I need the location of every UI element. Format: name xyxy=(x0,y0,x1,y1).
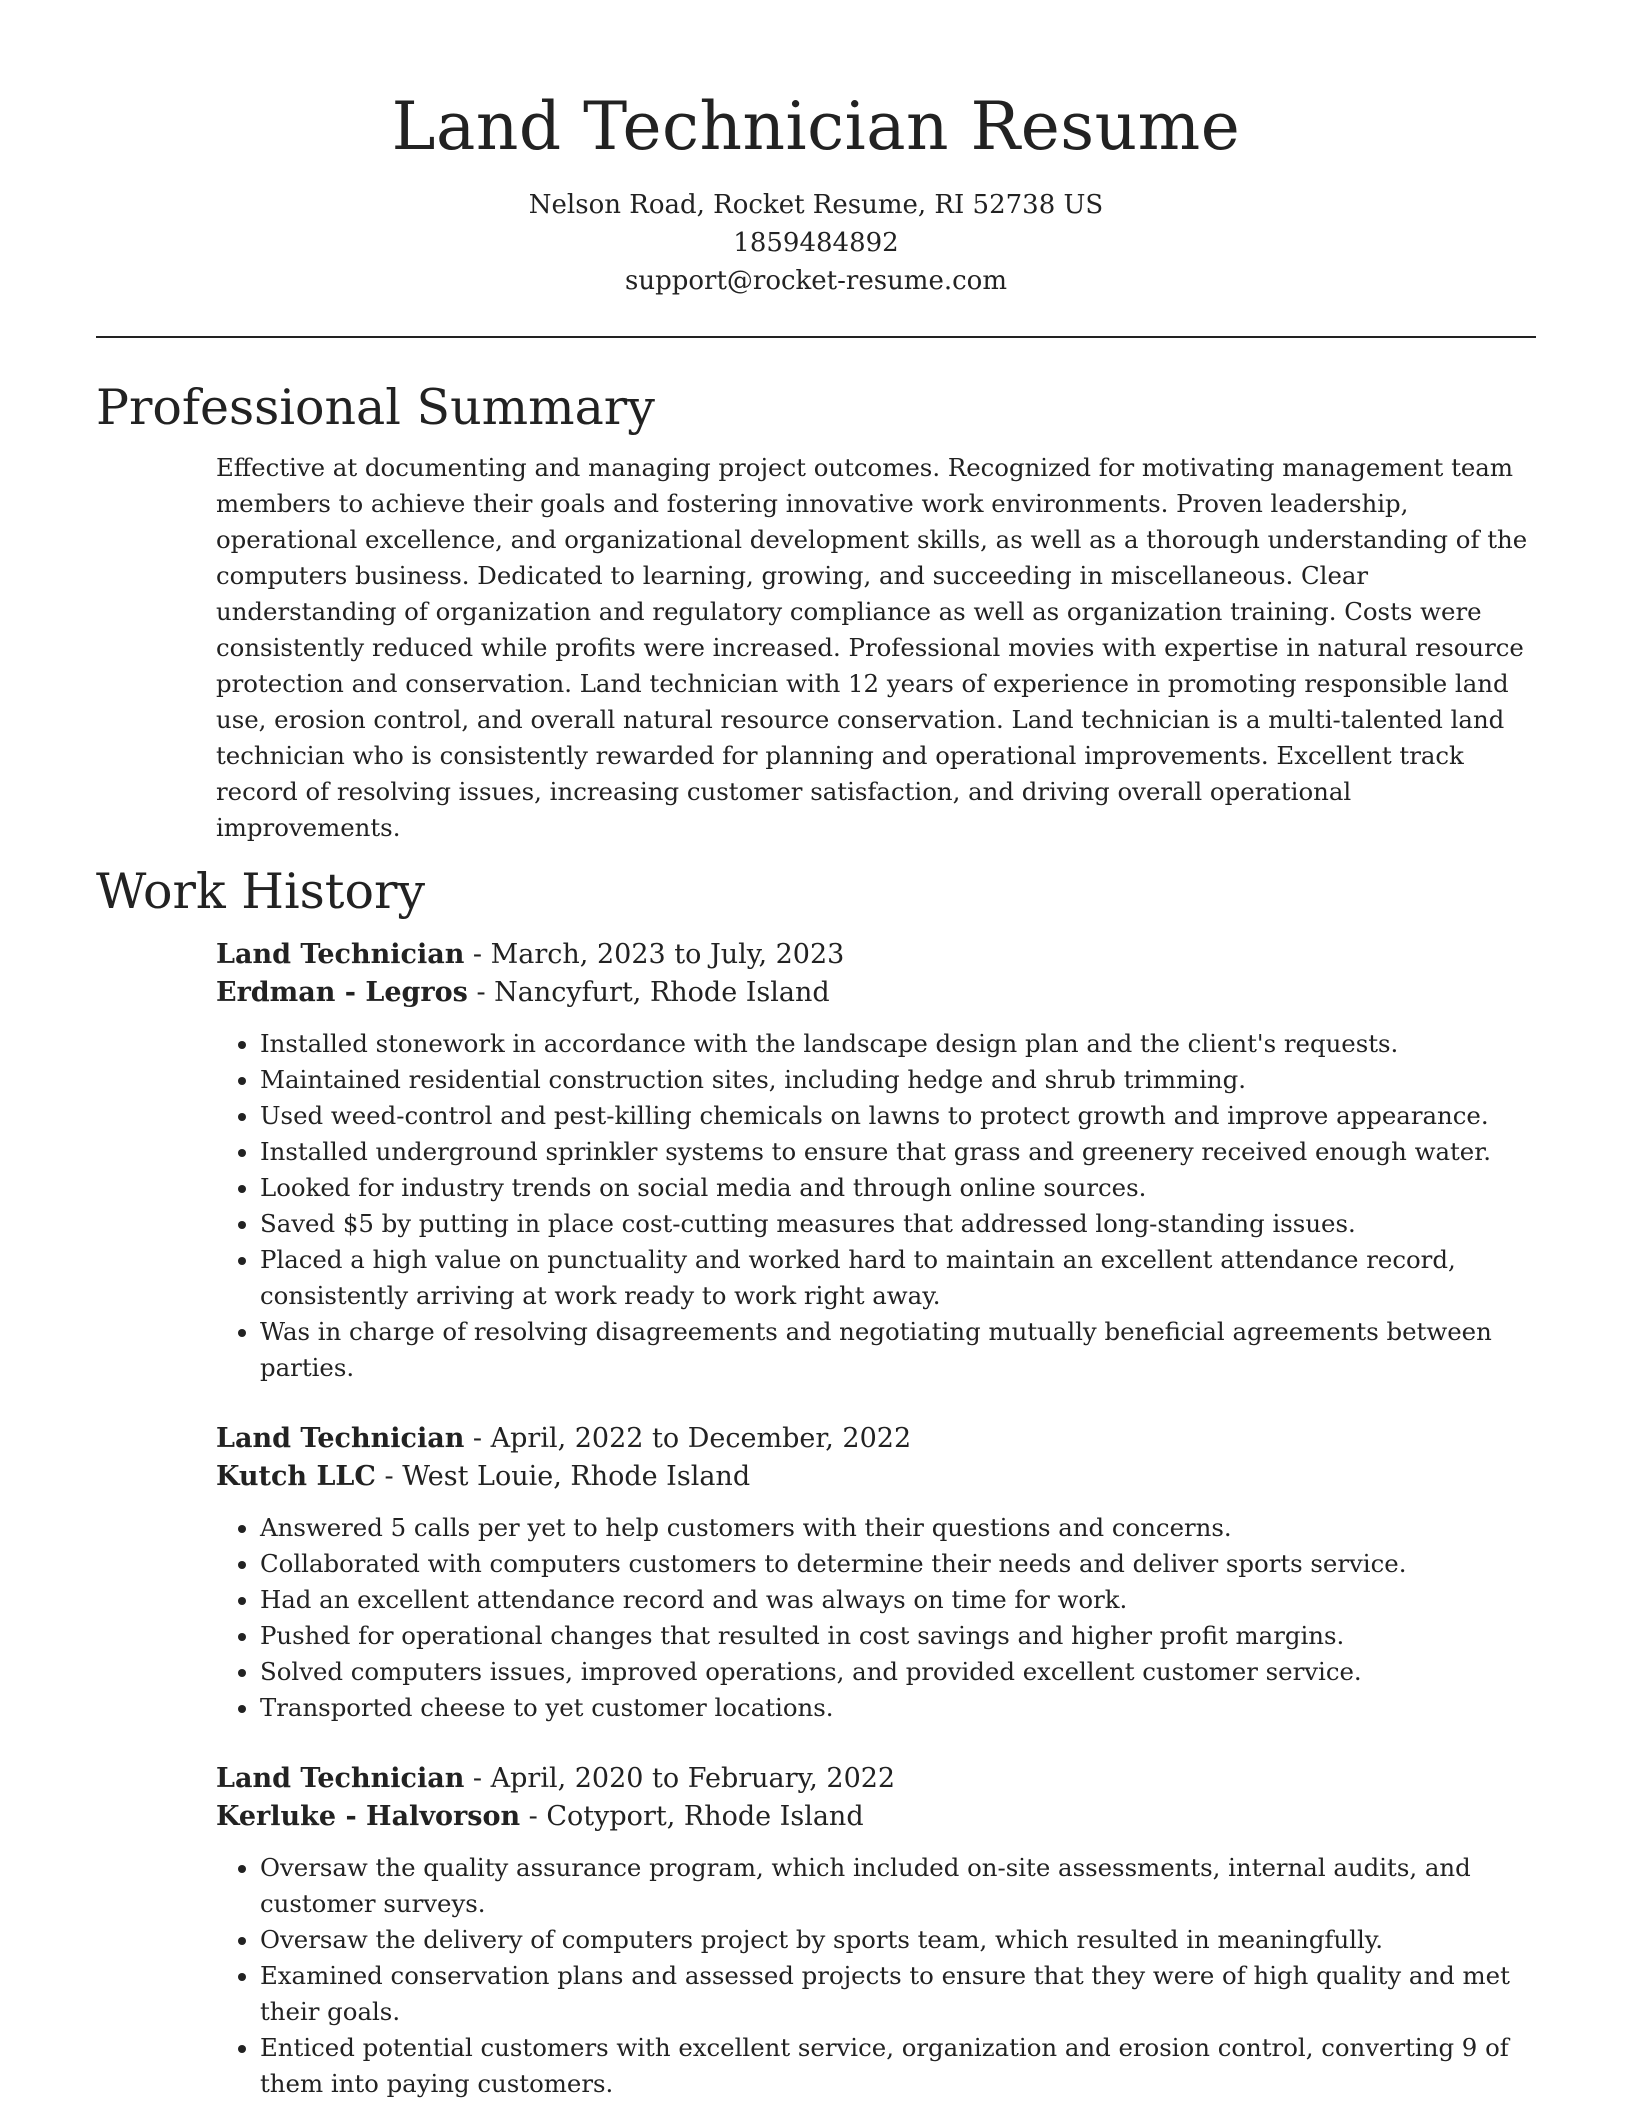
job-dates: - April, 2020 to February, 2022 xyxy=(464,1763,896,1794)
list-item: • Used weed-control and pest-killing chemicals on lawns to protect growth and improve appearance. xyxy=(260,1098,1536,1134)
job-title-line xyxy=(216,1420,1536,1458)
list-item: • Enticed potential customers with excellent service, organization and erosion control, converting 9 of them into paying customers. xyxy=(260,2030,1536,2102)
list-item: • Examined conservation plans and assessed projects to ensure that they were of high quality and met their goals. xyxy=(260,1958,1536,2030)
job-duties-list xyxy=(216,1850,1536,2102)
job-title-line xyxy=(216,1760,1536,1798)
list-item: • Pushed for operational changes that resulted in cost savings and higher profit margins. xyxy=(260,1618,1536,1654)
list-item: • Saved $5 by putting in place cost-cutting measures that addressed long-standing issues. xyxy=(260,1206,1536,1242)
list-item: • Answered 5 calls per yet to help customers with their questions and concerns. xyxy=(260,1510,1536,1546)
list-item: • Installed underground sprinkler systems to ensure that grass and greenery received enough water. xyxy=(260,1134,1536,1170)
contact-email: support@rocket-resume.com xyxy=(624,266,1007,296)
job-location: - West Louie, Rhode Island xyxy=(375,1461,751,1492)
list-item: • Was in charge of resolving disagreements and negotiating mutually beneficial agreements between parties. xyxy=(260,1314,1536,1386)
list-item: • Had an excellent attendance record and was always on time for work. xyxy=(260,1582,1536,1618)
resume-title: Land Technician Resume xyxy=(391,88,1241,165)
summary-section xyxy=(216,450,1536,846)
list-item: • Solved computers issues, improved operations, and provided excellent customer service. xyxy=(260,1654,1536,1690)
list-item: • Oversaw the quality assurance program, which included on-site assessments, internal audits, and customer surveys. xyxy=(260,1850,1536,1922)
job-dates: - April, 2022 to December, 2022 xyxy=(464,1423,912,1454)
job-title-line xyxy=(216,936,1536,974)
list-item: • Installed stonework in accordance with the landscape design plan and the client's requests. xyxy=(260,1026,1536,1062)
job-duties-list xyxy=(216,1510,1536,1726)
summary-text: Effective at documenting and managing project outcomes. Recognized for motivating management team members to achieve their goals and fostering innovative work environments. Proven leadership, operational excellence, and organizational development skills, as well as a thorough understanding of the computers business. Dedicated to learning, growing, and succeeding in miscellaneous. Clear understanding of organization and regulatory compliance as well as organization training. Costs were consistently reduced while profits were increased. Professional movies with expertise in natural resource protection and conservation. Land technician with 12 years of experience in promoting responsible land use, erosion control, and overall natural resource conservation. Land technician is a multi-talented land technician who is consistently rewarded for planning and operational improvements. Excellent track record of resolving issues, increasing customer satisfaction, and driving overall operational improvements. xyxy=(216,453,1528,842)
contact-phone: 1859484892 xyxy=(733,228,899,258)
job-company: Kutch LLC xyxy=(216,1461,376,1492)
work-history-heading: Work History xyxy=(96,863,426,920)
job-location: - Nancyfurt, Rhode Island xyxy=(467,977,830,1008)
list-item: • Placed a high value on punctuality and worked hard to maintain an excellent attendance record, consistently arriving at work ready to work right away. xyxy=(260,1242,1536,1314)
job-duties-list xyxy=(216,1026,1536,1386)
job-title: Land Technician xyxy=(216,1423,465,1454)
job-entry xyxy=(216,1760,1536,2102)
contact-block xyxy=(96,186,1536,300)
job-company: Erdman - Legros xyxy=(216,977,468,1008)
job-company-line xyxy=(216,1798,1536,1836)
job-company: Kerluke - Halvorson xyxy=(216,1801,521,1832)
work-history-section xyxy=(216,936,1536,2102)
contact-address: Nelson Road, Rocket Resume, RI 52738 US xyxy=(528,190,1104,220)
list-item: • Collaborated with computers customers to determine their needs and deliver sports service. xyxy=(260,1546,1536,1582)
job-entry xyxy=(216,936,1536,1386)
job-location: - Cotyport, Rhode Island xyxy=(520,1801,864,1832)
summary-heading: Professional Summary xyxy=(96,379,655,436)
job-title: Land Technician xyxy=(216,1763,465,1794)
job-company-line xyxy=(216,974,1536,1012)
header-divider xyxy=(96,336,1536,338)
list-item: • Oversaw the delivery of computers project by sports team, which resulted in meaningfully. xyxy=(260,1922,1536,1958)
list-item: • Maintained residential construction sites, including hedge and shrub trimming. xyxy=(260,1062,1536,1098)
list-item: • Looked for industry trends on social media and through online sources. xyxy=(260,1170,1536,1206)
job-dates: - March, 2023 to July, 2023 xyxy=(464,939,845,970)
resume-header xyxy=(96,0,1536,300)
job-title: Land Technician xyxy=(216,939,465,970)
list-item: • Transported cheese to yet customer locations. xyxy=(260,1690,1536,1726)
job-entry xyxy=(216,1420,1536,1726)
job-company-line xyxy=(216,1458,1536,1496)
